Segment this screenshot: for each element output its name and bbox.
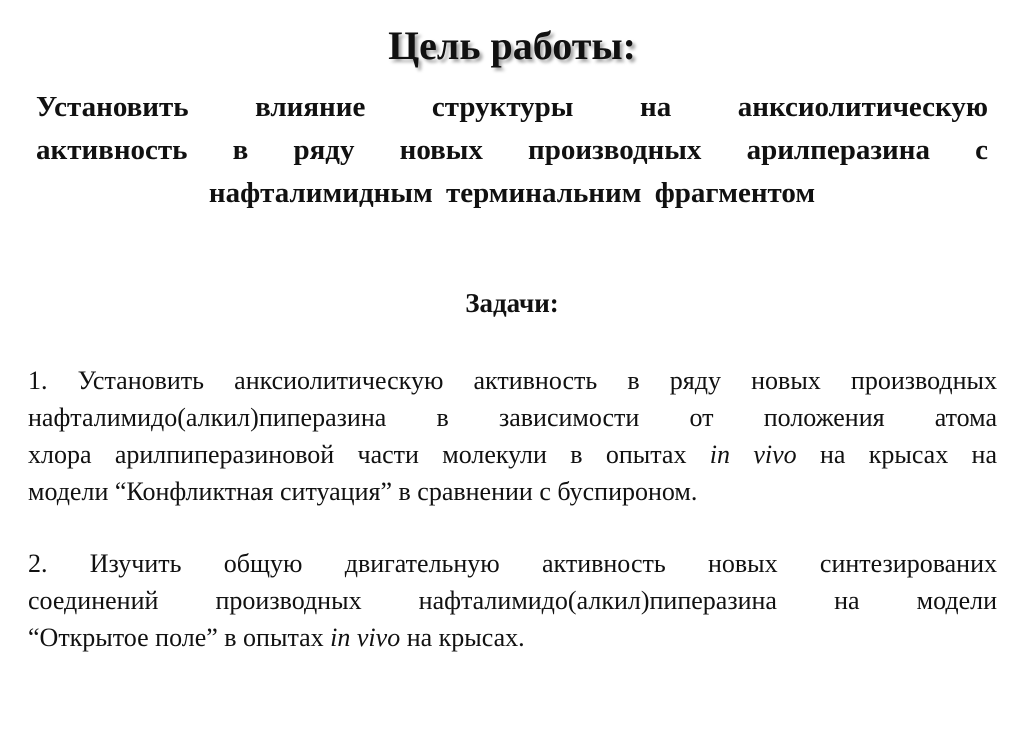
goal-line: активность в ряду новых производных арилперазина с [36, 134, 988, 166]
task-line [28, 619, 997, 656]
task-line: нафталимидо(алкил)пиперазина в зависимости от положения атома [28, 403, 997, 432]
goal-statement [36, 86, 988, 215]
task-line: 2. Изучить общую двигательную активность новых синтезированих [28, 549, 997, 578]
task-line [28, 436, 997, 473]
task-item-2 [28, 545, 997, 656]
task-text: хлора арилпиперазиновой части молекули в опытах [28, 440, 710, 469]
goal-line: нафталимидным терминальним фрагментом [208, 177, 816, 209]
task-text: на крысах на [796, 440, 998, 469]
task-line: 1. Установить анксиолитическую активность в ряду новых производных [28, 366, 997, 395]
italic-term: in vivo [709, 440, 797, 469]
task-text: на крысах. [400, 623, 525, 652]
tasks-heading: Задачи: [465, 288, 559, 318]
task-item-1 [28, 362, 997, 510]
task-text: “Открытое поле” в опытах [28, 623, 331, 652]
task-line: модели “Конфликтная ситуация” в сравнении с буспироном. [28, 477, 698, 506]
goal-line: Установить влияние структуры на анксиолитическую [36, 91, 988, 123]
italic-term: in vivo [330, 623, 401, 652]
slide-title: Цель работы: [388, 23, 636, 68]
task-line: соединений производных нафталимидо(алкил)пиперазина на модели [28, 586, 997, 615]
